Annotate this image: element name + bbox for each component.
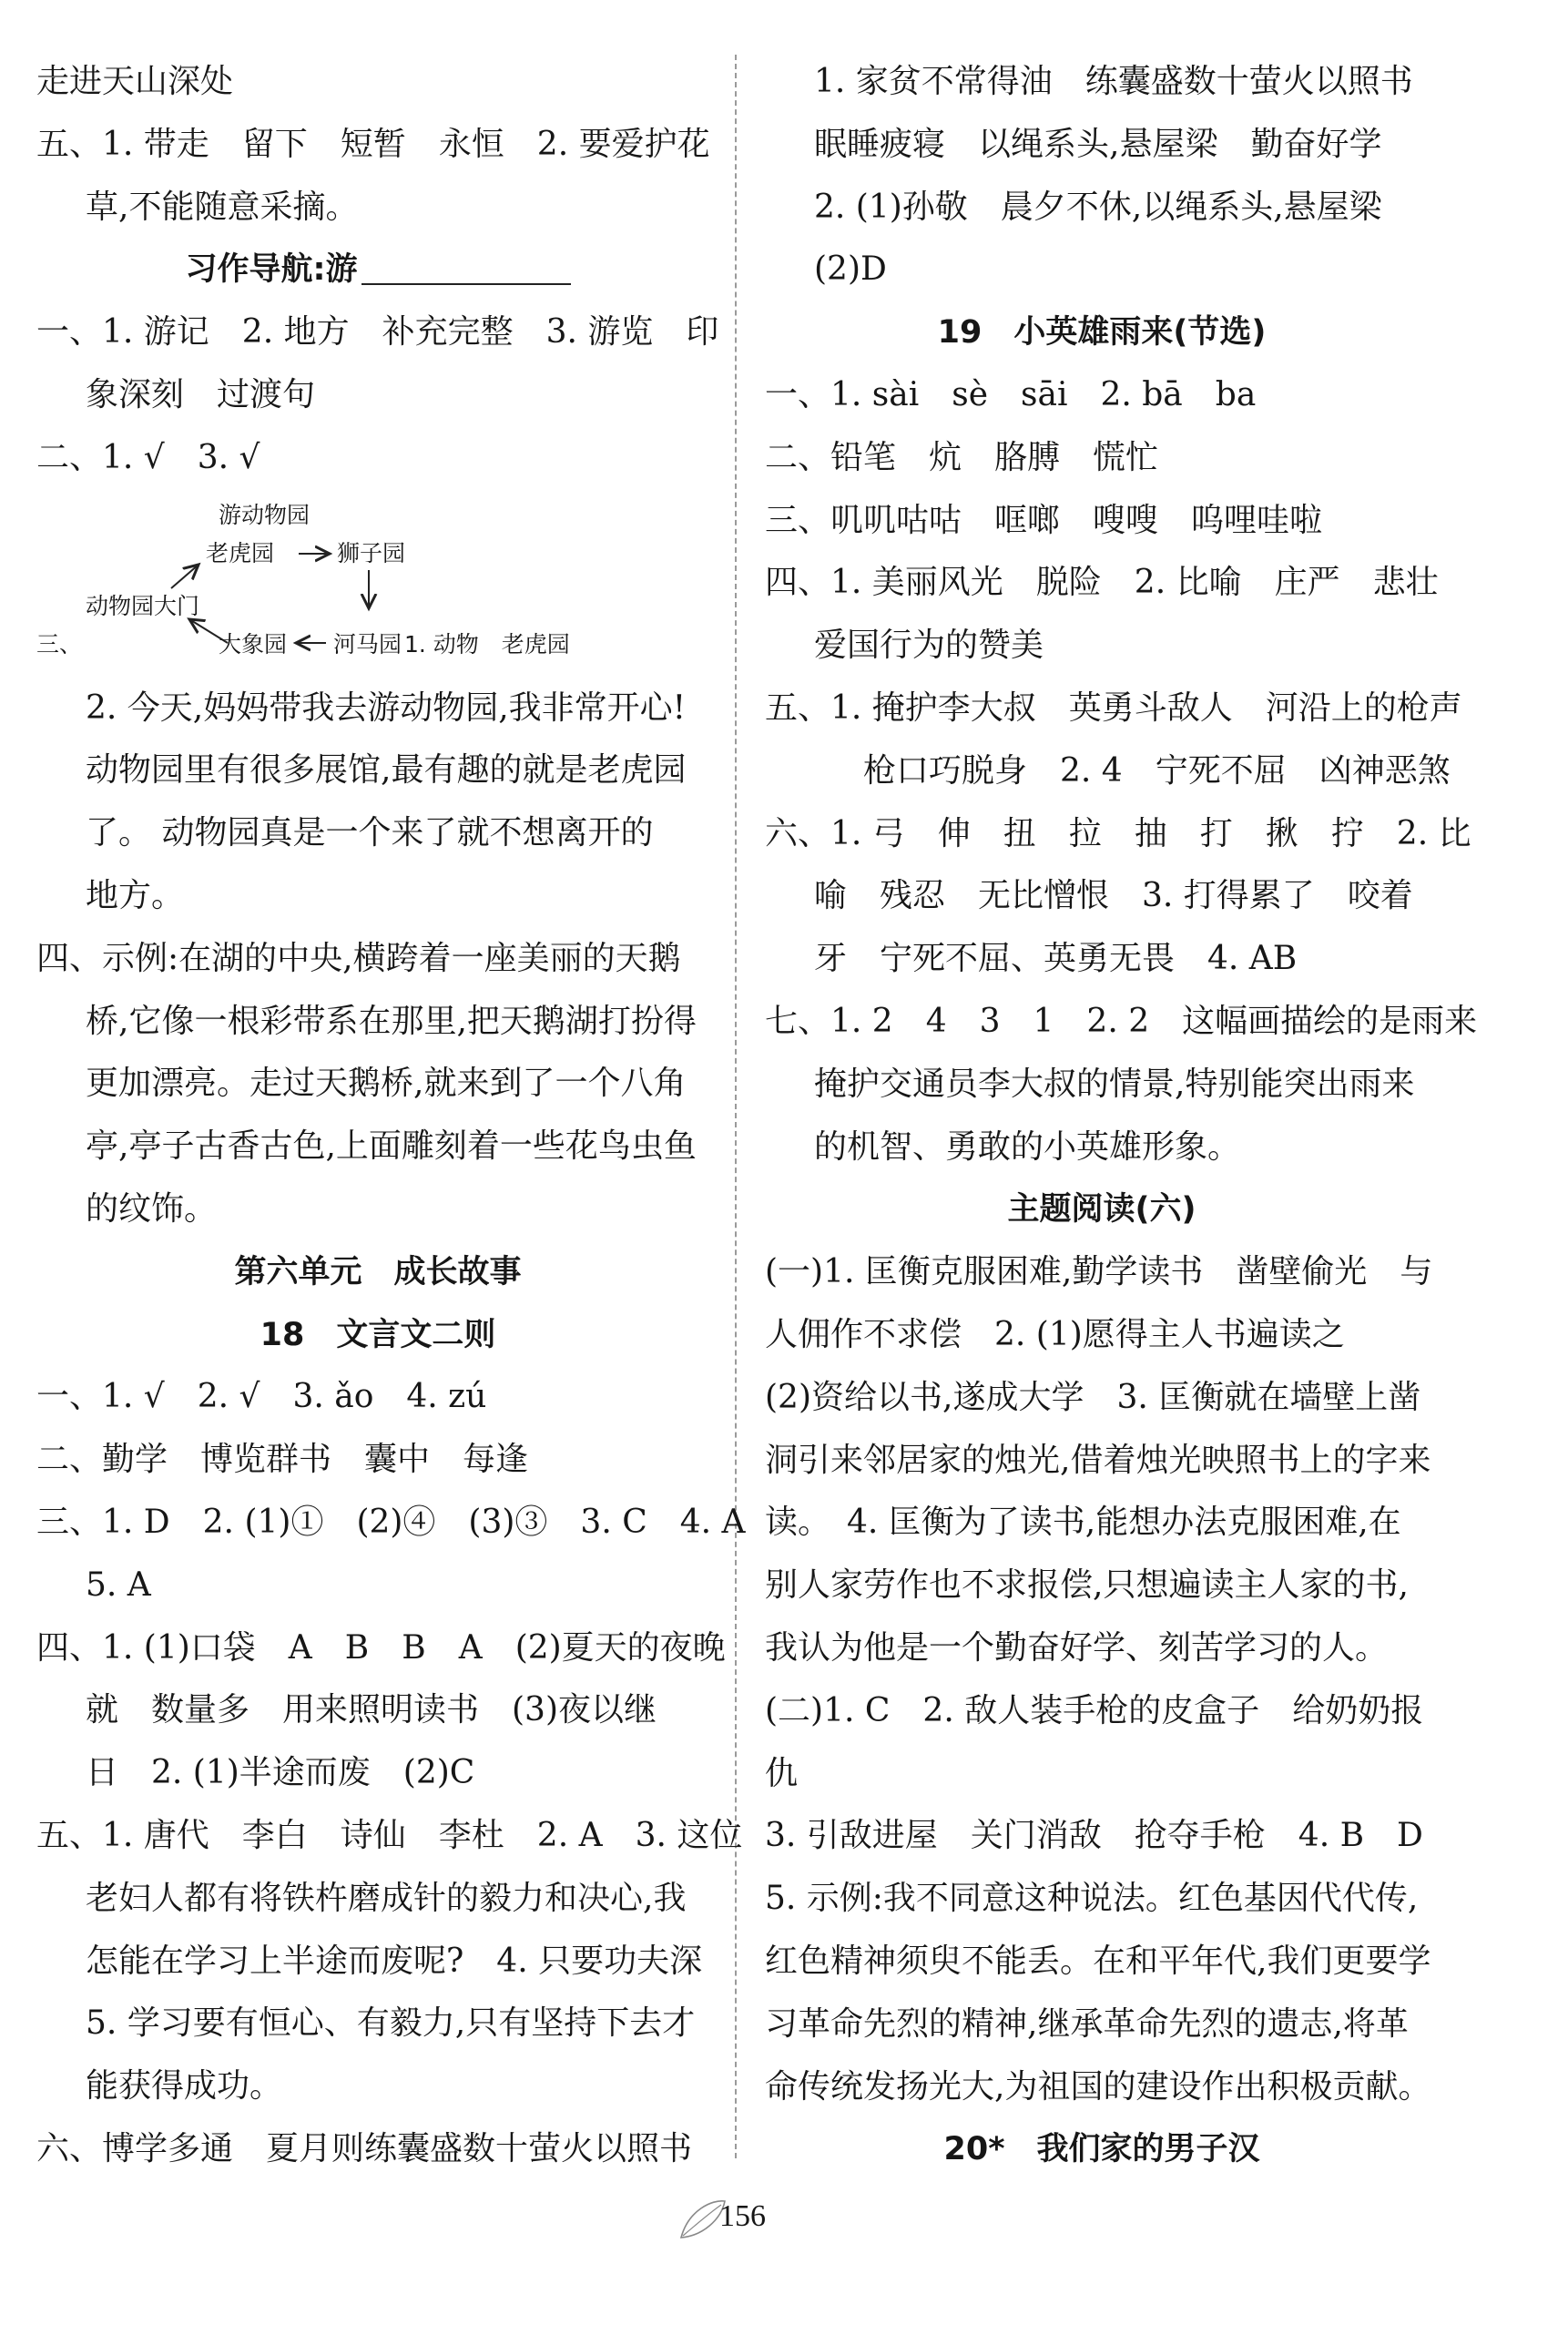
diagram-title: 游动物园 xyxy=(219,501,311,528)
zoo-route-diagram xyxy=(36,490,719,678)
text-line: 一、1. sài sè sāi 2. bā ba xyxy=(765,375,1257,413)
diagram-node: 老虎园 xyxy=(206,539,275,566)
right-column xyxy=(765,51,1478,2181)
text-line: 日 2. (1)半途而废 (2)C xyxy=(86,1754,475,1792)
text-line: (一)1. 匡衡克服困难,勤学读书 凿壁偷光 与 xyxy=(765,1253,1433,1291)
text-line: 一、1. √ 2. √ 3. ǎo 4. zú xyxy=(36,1378,487,1416)
text-line: 命传统发扬光大,为祖国的建设作出积极贡献。 xyxy=(765,2067,1431,2106)
text-line: 读。 4. 匡衡为了读书,能想办法克服困难,在 xyxy=(765,1504,1401,1542)
essay-title: 习作导航:游 xyxy=(36,239,719,301)
text-line: 动物园里有很多展馆,最有趣的就是老虎园 xyxy=(86,751,687,790)
text-line: 怎能在学习上半途而废呢? 4. 只要功夫深 xyxy=(86,1942,703,1980)
text-line: 桥,它像一根彩带系在那里,把天鹅湖打扮得 xyxy=(86,1002,697,1040)
text-line: 五、1. 唐代 李白 诗仙 李杜 2. A 3. 这位 xyxy=(36,1816,743,1854)
text-line: (二)1. C 2. 敌人装手枪的皮盒子 给奶奶报 xyxy=(765,1691,1424,1729)
text-line: 的机智、勇敢的小英雄形象。 xyxy=(814,1127,1241,1166)
lesson-title: 20* 我们家的男子汉 xyxy=(943,2131,1260,2168)
text-line: 仇 xyxy=(765,1754,799,1792)
text-line: 更加漂亮。走过天鹅桥,就来到了一个八角 xyxy=(86,1065,687,1103)
text-line: 五、1. 掩护李大叔 英勇斗敌人 河沿上的枪声 xyxy=(765,688,1462,727)
text-line: 2. (1)孙敬 晨夕不休,以绳系头,悬屋梁 xyxy=(814,188,1382,226)
text-line: 了。 动物园真是一个来了就不想离开的 xyxy=(86,814,654,852)
text-line: 5. A xyxy=(86,1565,151,1604)
text-line: 5. 示例:我不同意这种说法。红色基因代代传, xyxy=(765,1880,1419,1918)
text-line: 人佣作不求偿 2. (1)愿得主人书遍读之 xyxy=(765,1315,1345,1353)
text-line: (2)D xyxy=(814,250,887,289)
text-line: 5. 学习要有恒心、有毅力,只有坚持下去才 xyxy=(86,2004,696,2043)
text-line: 喻 残忍 无比憎恨 3. 打得累了 咬着 xyxy=(814,877,1413,915)
text-line: 六、博学多通 夏月则练囊盛数十萤火以照书 xyxy=(36,2129,693,2167)
text-line: 眠睡疲寝 以绳系头,悬屋梁 勤奋好学 xyxy=(814,125,1382,163)
text-line: 四、示例:在湖的中央,横跨着一座美丽的天鹅 xyxy=(36,939,681,977)
text-line: 二、1. √ 3. √ xyxy=(36,438,260,476)
section-title: 主题阅读(六) xyxy=(1007,1191,1196,1229)
text-line: 牙 宁死不屈、英勇无畏 4. AB xyxy=(814,940,1298,978)
text-line: 洞引来邻居家的烛光,借着烛光映照书上的字来 xyxy=(765,1441,1431,1479)
unit-title: 第六单元 成长故事 xyxy=(234,1253,522,1290)
text-line: 别人家劳作也不求报偿,只想遍读主人家的书, xyxy=(765,1566,1409,1605)
text-line: 习革命先烈的精神,继承革命先烈的遗志,将革 xyxy=(765,2004,1409,2043)
text-line: 四、1. 美丽风光 脱险 2. 比喻 庄严 悲壮 xyxy=(765,564,1439,602)
diagram-node: 动物园大门 xyxy=(86,592,200,619)
text-line: 一、1. 游记 2. 地方 补充完整 3. 游览 印 xyxy=(36,313,719,352)
text-line: 二、勤学 博览群书 囊中 每逢 xyxy=(36,1441,529,1479)
page-number: 156 xyxy=(719,2199,766,2233)
text-line: 的纹饰。 xyxy=(86,1189,218,1228)
text-line: 能获得成功。 xyxy=(86,2067,283,2106)
text-line: 亭,亭子古香古色,上面雕刻着一些花鸟虫鱼 xyxy=(86,1127,697,1166)
text-line: 四、1. (1)口袋 A B B A (2)夏天的夜晚 xyxy=(36,1628,726,1667)
text-line: 掩护交通员李大叔的情景,特别能突出雨来 xyxy=(814,1065,1415,1103)
text-line: 三、 1. 动物 老虎园 xyxy=(36,630,570,658)
text-line: 六、1. 弓 伸 扭 拉 抽 打 揪 拧 2. 比 xyxy=(765,814,1471,852)
text-line: 走进天山深处 xyxy=(36,63,234,100)
diagram-node: 大象园 xyxy=(219,630,288,658)
text-line: 三、叽叽咕咕 哐啷 嗖嗖 呜哩哇啦 xyxy=(765,501,1323,539)
text-line: 象深刻 过渡句 xyxy=(86,375,316,413)
diagram-node: 狮子园 xyxy=(337,539,406,566)
text-line: 3. 引敌进屋 关门消敌 抢夺手枪 4. B D xyxy=(765,1817,1423,1855)
text-line: 爱国行为的赞美 xyxy=(814,627,1044,665)
text-line: 2. 今天,妈妈带我去游动物园,我非常开心! xyxy=(86,688,687,727)
text-line: 草,不能随意采摘。 xyxy=(86,188,359,226)
lesson-title: 18 文言文二则 xyxy=(260,1316,496,1353)
text-line: 红色精神须臾不能丢。在和平年代,我们更要学 xyxy=(765,1942,1431,1980)
text-line: 五、1. 带走 留下 短暂 永恒 2. 要爱护花 xyxy=(36,125,710,163)
text-line: 三、1. D 2. (1)① (2)④ (3)③ 3. C 4. A xyxy=(36,1503,746,1541)
lesson-title: 19 小英雄雨来(节选) xyxy=(937,314,1267,352)
text-line: 1. 家贫不常得油 练囊盛数十萤火以照书 xyxy=(814,63,1413,100)
text-line: 老妇人都有将铁杵磨成针的毅力和决心,我 xyxy=(86,1879,687,1917)
text-line: 就 数量多 用来照明读书 (3)夜以继 xyxy=(86,1691,657,1729)
text-line: 地方。 xyxy=(86,876,185,914)
blank-underline xyxy=(361,256,571,285)
text-line: 二、铅笔 炕 胳膊 慌忙 xyxy=(765,438,1159,476)
diagram-node: 河马园 xyxy=(333,630,402,658)
text-line: 我认为他是一个勤奋好学、刻苦学习的人。 xyxy=(765,1628,1389,1667)
left-column xyxy=(36,51,746,2181)
text-line: 枪口巧脱身 2. 4 宁死不屈 凶神恶煞 xyxy=(863,751,1451,790)
text-line: 七、1. 2 4 3 1 2. 2 这幅画描绘的是雨来 xyxy=(765,1002,1478,1040)
text-line: (2)资给以书,遂成大学 3. 匡衡就在墙壁上凿 xyxy=(765,1378,1421,1416)
